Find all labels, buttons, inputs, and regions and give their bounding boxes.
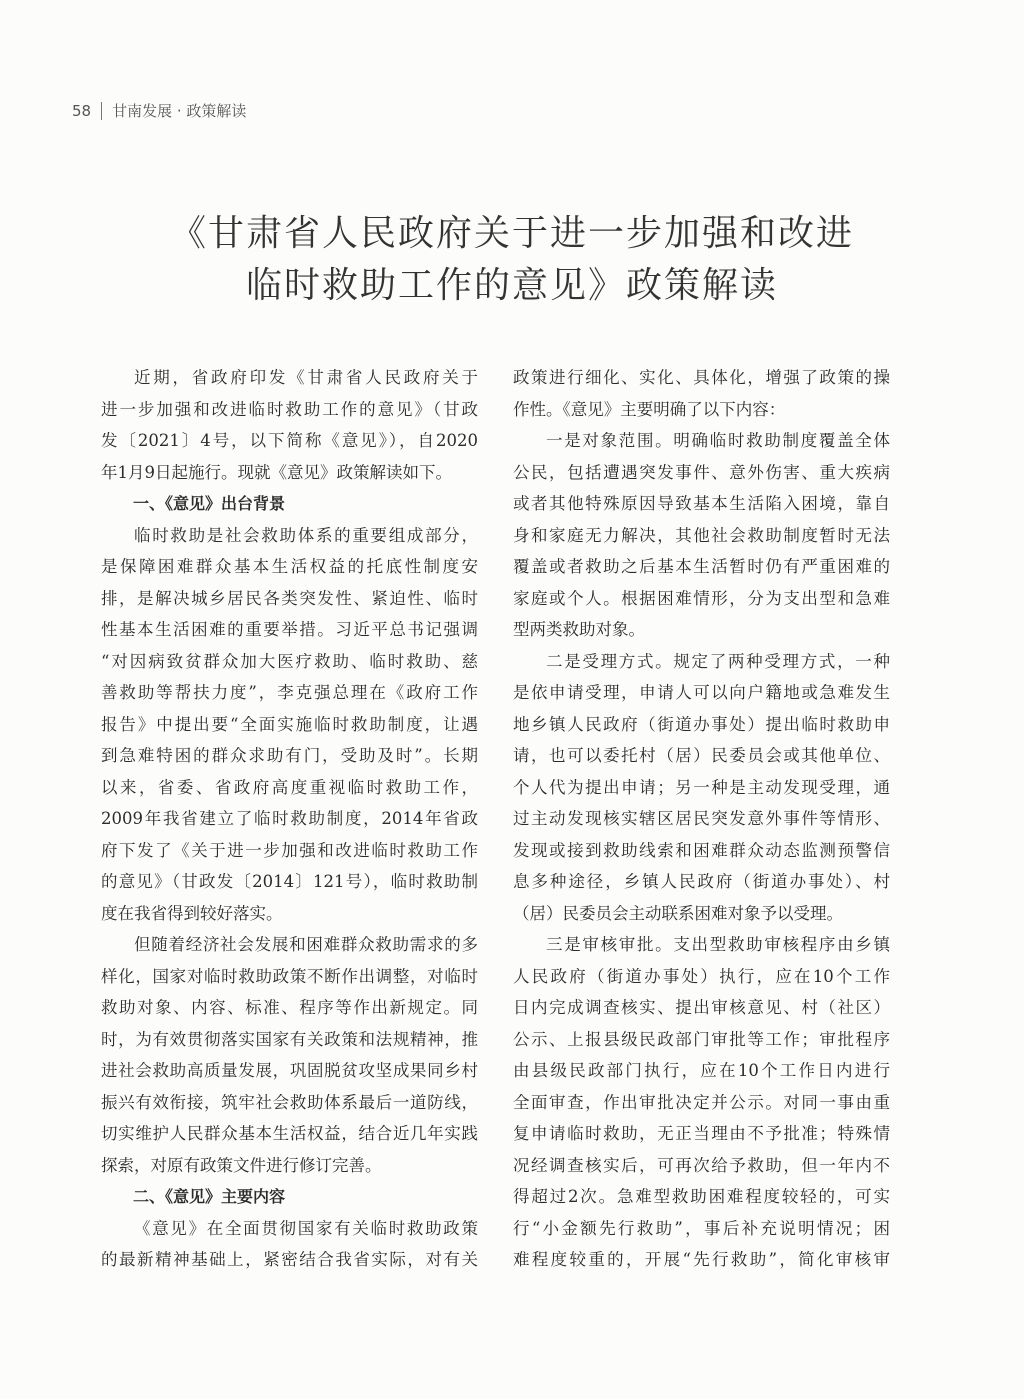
- text-line: 是依申请受理，申请人可以向户籍地或急难发生: [513, 683, 890, 702]
- text-line: 是保障困难群众基本生活权益的托底性制度安: [101, 557, 478, 576]
- text-line: 型两类救助对象。: [513, 620, 645, 639]
- text-line: 二是受理方式。规定了两种受理方式，一种: [546, 651, 890, 671]
- text-line: 日内完成调查核实、提出审核意见、村（社区）: [513, 998, 890, 1017]
- running-header: [72, 100, 246, 121]
- text-line: 请，也可以委托村（居）民委员会或其他单位、: [513, 746, 890, 765]
- text-line: 过主动发现核实辖区居民突发意外事件等情形、: [513, 809, 890, 828]
- text-line: 但随着经济社会发展和困难群众救助需求的多: [134, 935, 478, 954]
- text-line: 善救助等帮扶力度”，李克强总理在《政府工作: [101, 683, 478, 702]
- text-line: 排，是解决城乡居民各类突发性、紧迫性、临时: [101, 588, 478, 608]
- text-line: 的意见》（甘政发〔2014〕121号），临时救助制: [101, 872, 478, 891]
- text-line: 切实维护人民群众基本生活权益，结合近几年实践: [101, 1124, 478, 1143]
- header-divider: [101, 102, 102, 120]
- text-line: 时，为有效贯彻落实国家有关政策和法规精神，推: [101, 1029, 478, 1049]
- section-heading: 二、《意见》主要内容: [133, 1187, 286, 1206]
- text-line: 2009年我省建立了临时救助制度，2014年省政: [101, 809, 478, 828]
- text-line: 振兴有效衔接，筑牢社会救助体系最后一道防线，: [101, 1092, 478, 1112]
- text-line: 发〔2021〕4号，以下简称《意见》），自2020: [101, 431, 478, 450]
- text-line: 进社会救助高质量发展，巩固脱贫攻坚成果同乡村: [101, 1061, 478, 1080]
- title-line-1: 《甘肃省人民政府关于进一步加强和改进: [169, 213, 854, 254]
- title-line-2: 临时救助工作的意见》政策解读: [245, 265, 778, 306]
- text-line: 难程度较重的，开展“先行救助”，简化审核审: [513, 1250, 890, 1269]
- text-line: 年1月9日起施行。现就《意见》政策解读如下。: [101, 462, 452, 482]
- text-line: 一是对象范围。明确临时救助制度覆盖全体: [546, 431, 890, 450]
- page-number: 58: [72, 101, 92, 120]
- text-line: 况经调查核实后，可再次给予救助，但一年内不: [513, 1155, 890, 1175]
- text-line: 身和家庭无力解决，其他社会救助制度暂时无法: [513, 525, 890, 545]
- text-line: 性基本生活困难的重要举措。习近平总书记强调: [101, 620, 478, 639]
- text-line: 公民，包括遭遇突发事件、意外伤害、重大疾病: [513, 462, 890, 482]
- text-line: 进一步加强和改进临时救助工作的意见》（甘政: [101, 399, 478, 419]
- text-line: 覆盖或者救助之后基本生活暂时仍有严重困难的: [513, 557, 890, 576]
- text-line: 府下发了《关于进一步加强和改进临时救助工作: [101, 840, 478, 860]
- text-line: 家庭或个人。根据困难情形，分为支出型和急难: [513, 588, 890, 608]
- text-line: 人民政府（街道办事处）执行，应在10个工作: [513, 966, 890, 986]
- text-line: 以来，省委、省政府高度重视临时救助工作，: [101, 777, 478, 797]
- text-line: 探索，对原有政策文件进行修订完善。: [101, 1155, 382, 1175]
- text-line: 作性。《意见》主要明确了以下内容：: [513, 399, 786, 419]
- text-line: 或者其他特殊原因导致基本生活陷入困境，靠自: [513, 494, 890, 513]
- text-line: 报告》中提出要“全面实施临时救助制度，让遇: [101, 714, 478, 734]
- left-column: [101, 362, 478, 1276]
- text-line: 临时救助是社会救助体系的重要组成部分，: [134, 525, 478, 545]
- text-line: 公示、上报县级民政部门审批等工作；审批程序: [513, 1029, 890, 1049]
- section-name: 甘南发展 · 政策解读: [112, 102, 247, 120]
- text-line: 由县级民政部门执行，应在10个工作日内进行: [513, 1061, 890, 1080]
- text-line: 政策进行细化、实化、具体化，增强了政策的操: [513, 368, 890, 387]
- text-line: “对因病致贫群众加大医疗救助、临时救助、慈: [101, 651, 478, 671]
- text-line: （居）民委员会主动联系困难对象予以受理。: [513, 903, 843, 923]
- text-line: 复申请临时救助，无正当理由不予批准；特殊情: [513, 1124, 890, 1143]
- text-line: 《意见》在全面贯彻国家有关临时救助政策: [134, 1218, 478, 1238]
- article-title: [0, 208, 1024, 312]
- text-line: 救助对象、内容、标准、程序等作出新规定。同: [101, 998, 478, 1017]
- text-line: 的最新精神基础上，紧密结合我省实际，对有关: [101, 1250, 478, 1269]
- text-line: 全面审查，作出审批决定并公示。对同一事由重: [513, 1092, 890, 1112]
- right-column: [513, 362, 890, 1276]
- section-heading: 一、《意见》出台背景: [133, 494, 286, 513]
- text-line: 近期，省政府印发《甘肃省人民政府关于: [134, 368, 478, 387]
- text-line: 得超过2次。急难型救助困难程度较轻的，可实: [513, 1187, 890, 1206]
- text-line: 息多种途径，乡镇人民政府（街道办事处）、村: [513, 872, 890, 891]
- text-line: 度在我省得到较好落实。: [101, 903, 283, 923]
- text-line: 行“小金额先行救助”，事后补充说明情况；困: [513, 1218, 890, 1238]
- text-line: 地乡镇人民政府（街道办事处）提出临时救助申: [513, 714, 890, 734]
- text-line: 到急难特困的群众求助有门，受助及时”。长期: [101, 746, 478, 765]
- text-line: 三是审核审批。支出型救助审核程序由乡镇: [546, 935, 890, 954]
- text-line: 发现或接到救助线索和困难群众动态监测预警信: [513, 840, 890, 860]
- text-line: 样化，国家对临时救助政策不断作出调整，对临时: [101, 966, 478, 986]
- text-line: 个人代为提出申请；另一种是主动发现受理，通: [513, 777, 890, 797]
